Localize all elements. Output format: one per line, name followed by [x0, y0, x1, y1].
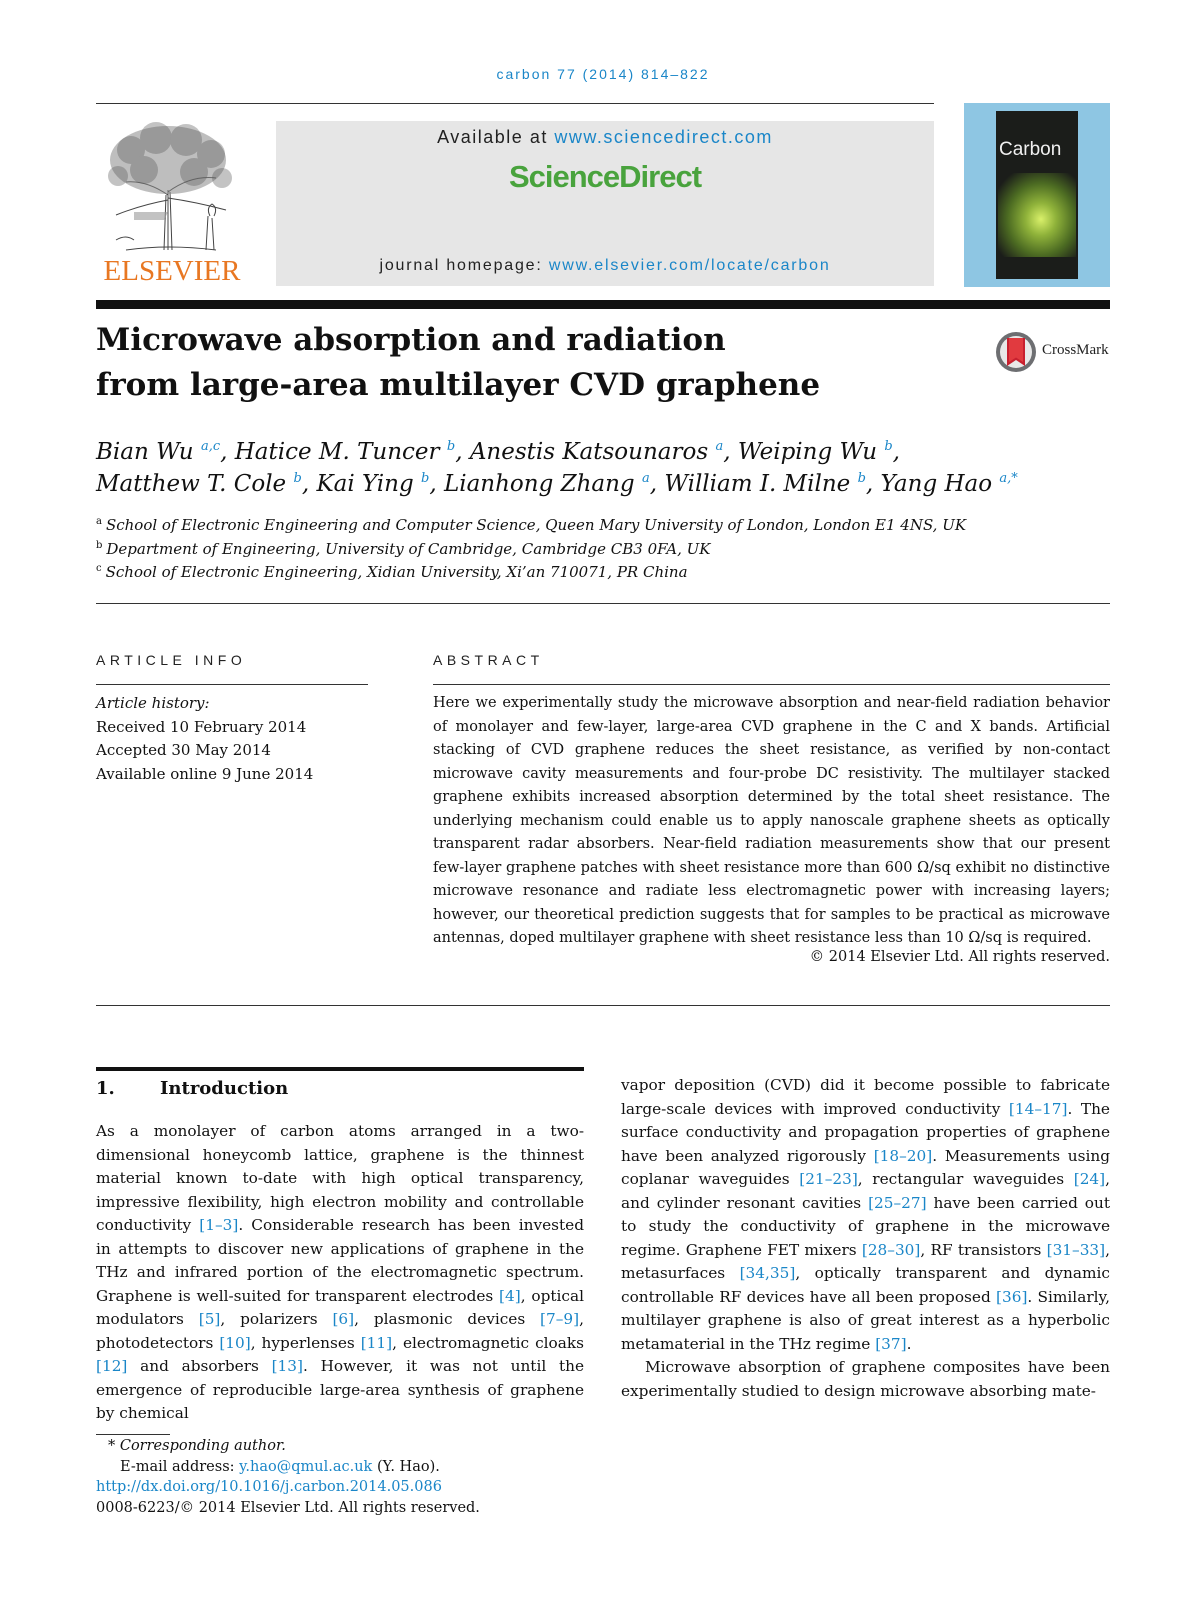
body-text: , hyperlenses	[250, 1333, 361, 1352]
title-line-1: Microwave absorption and radiation	[96, 322, 726, 358]
author: Matthew T. Cole $^b$	[96, 471, 302, 497]
affiliation: $^b$ Department of Engineering, University of Cambridge, Cambridge CB3 0FA, UK	[96, 539, 711, 558]
body-text: .	[906, 1334, 912, 1353]
abstract-copyright: © 2014 Elsevier Ltd. All rights reserved.	[809, 949, 1110, 965]
affiliations	[96, 514, 1106, 585]
crossmark-label: CrossMark	[1042, 342, 1109, 358]
author-list: Bian Wu $^{a,c}$, Hatice M. Tuncer $^b$, Anestis Katsounaros $^a$, Weiping Wu $^b$, Matthew T. Cole $^b$, Kai Ying $^b$, Lianhong Zhang $^a$, William I. Milne $^b$, Yang Hao $^{a,*}$	[96, 439, 1018, 497]
journal-homepage-link[interactable]: www.elsevier.com/locate/carbon	[548, 257, 831, 274]
available-at-line	[276, 127, 934, 148]
citation-link[interactable]: [37]	[875, 1334, 907, 1353]
citation-link[interactable]: [1–3]	[199, 1216, 239, 1234]
doi-link[interactable]: http://dx.doi.org/10.1016/j.carbon.2014.05.086	[96, 1479, 442, 1495]
body-text: . Measurements using coplanar waveguides	[621, 1146, 1110, 1188]
body-text: . Considerable research has been invested in attempts to discover new applications of graphene in the THz and infrared portion of the electromagnetic spectrum. Graphene is well-suited for transparent electrodes	[96, 1216, 584, 1305]
article-info-heading: ARTICLE INFO	[96, 652, 247, 668]
author: Weiping Wu $^b$	[737, 439, 893, 465]
citation-link[interactable]: [11]	[360, 1333, 393, 1352]
body-text: , electromagnetic cloaks	[392, 1333, 584, 1352]
citation-link[interactable]: [25–27]	[868, 1193, 927, 1212]
citation-link[interactable]: [13]	[271, 1357, 303, 1375]
crossmark-badge[interactable]	[994, 330, 1114, 374]
title-top-rule	[96, 300, 1110, 309]
email-line: E-mail address: y.hao@qmul.ac.uk (Y. Hao).	[120, 1458, 440, 1475]
article-history	[96, 692, 368, 786]
email-link[interactable]: y.hao@qmul.ac.uk	[239, 1458, 373, 1475]
citation-link[interactable]: [14–17]	[1008, 1099, 1068, 1118]
body-text: . However, it was not until the emergence of reproducible large-area synthesis of graphene by chemical	[96, 1357, 584, 1422]
header-rule	[96, 103, 934, 104]
body-text: , rectangular waveguides	[857, 1170, 1074, 1188]
body-text: , RF transistors	[920, 1240, 1047, 1259]
citation-link[interactable]: [7–9]	[540, 1310, 580, 1328]
tree-of-knowledge-icon	[96, 120, 248, 252]
abstract-rule	[433, 684, 1110, 685]
body-text: . The surface conductivity and propagation properties of graphene have been analyzed rigorously	[621, 1099, 1110, 1165]
corresponding-author-note: * Corresponding author.	[108, 1438, 286, 1454]
author: Yang Hao $^{a,*}$	[880, 471, 1018, 497]
citation-link[interactable]: [24]	[1073, 1170, 1106, 1188]
article-info-rule	[96, 684, 368, 685]
citation-link[interactable]: [5]	[198, 1310, 221, 1328]
citation-link[interactable]: [6]	[332, 1310, 355, 1328]
body-text: , photodetectors	[96, 1310, 584, 1352]
available-prefix: Available at	[437, 127, 555, 147]
author: Kai Ying $^b$	[316, 471, 430, 497]
abstract-end-rule	[96, 1005, 1110, 1006]
footnote-rule	[96, 1434, 170, 1435]
article-title	[96, 318, 896, 408]
title-line-2: from large-area multilayer CVD graphene	[96, 367, 821, 403]
intro-paragraph	[621, 1074, 1110, 1356]
online-date: Available online 9 June 2014	[96, 764, 314, 783]
body-text: and absorbers	[127, 1357, 272, 1375]
issn-copyright: 0008-6223/© 2014 Elsevier Ltd. All rights reserved.	[96, 1499, 480, 1516]
intro-paragraph: Microwave absorption of graphene composites have been experimentally studied to design microwave absorbing mate-	[621, 1358, 1110, 1400]
accepted-date: Accepted 30 May 2014	[96, 741, 271, 759]
sciencedirect-link[interactable]: www.sciencedirect.com	[554, 127, 773, 147]
affiliation-rule	[96, 603, 1110, 604]
sciencedirect-banner	[276, 121, 934, 286]
journal-cover-title: Carbon	[999, 139, 1062, 160]
elsevier-wordmark: ELSEVIER	[103, 255, 241, 287]
citation-link[interactable]: [18–20]	[873, 1146, 933, 1165]
intro-column-2	[621, 1074, 1110, 1403]
received-date: Received 10 February 2014	[96, 717, 307, 736]
citation-link[interactable]: [12]	[96, 1357, 128, 1375]
affiliation: $^c$ School of Electronic Engineering, Xidian University, Xi’an 710071, PR China	[96, 563, 688, 581]
section-number: 1.	[96, 1078, 115, 1099]
citation-link[interactable]: [31–33]	[1046, 1240, 1106, 1259]
body-text: , plasmonic devices	[354, 1310, 541, 1328]
intro-column-1	[96, 1120, 584, 1426]
body-text: , optically transparent and dynamic controllable RF devices have all been proposed	[621, 1264, 1110, 1306]
journal-cover	[964, 103, 1110, 287]
journal-homepage-line	[276, 257, 934, 275]
footnotes	[96, 1436, 796, 1518]
body-text: , metasurfaces	[621, 1240, 1110, 1282]
author: William I. Milne $^b$	[664, 471, 866, 497]
citation-link[interactable]: [21–23]	[799, 1170, 858, 1188]
body-text: , polarizers	[220, 1310, 333, 1328]
running-head: carbon 77 (2014) 814–822	[496, 66, 710, 82]
crossmark-icon	[994, 330, 1038, 374]
citation-link[interactable]: [28–30]	[861, 1240, 921, 1259]
body-text: vapor deposition (CVD) did it become possible to fabricate large-scale devices with improved conductivity	[621, 1076, 1110, 1118]
body-text: . Similarly, multilayer graphene is also of great interest as a hyperbolic metamaterial in the THz regime	[621, 1287, 1110, 1353]
sciencedirect-brand: ScienceDirect	[508, 159, 702, 194]
homepage-prefix: journal homepage:	[379, 257, 549, 274]
citation-link[interactable]: [10]	[219, 1333, 251, 1352]
body-text: have been carried out to study the conductivity of graphene in the microwave regime. Graphene FET mixers	[621, 1193, 1111, 1259]
abstract-text: Here we experimentally study the microwave absorption and near-field radiation behavior of monolayer and few-layer, large-area CVD graphene in the C and X bands. Artificial stacking of CVD graphene reduces the sheet resistance, as verified by non-contact microwave cavity measurements and four-probe DC resistivity. The multilayer stacked graphene exhibits increased absorption determined by the total sheet resistance. The underlying mechanism could enable us to apply nanoscale graphene sheets as optically transparent radar absorbers. Near-field radiation measurements show that our present few-layer graphene patches with sheet resistance more than 600 Ω/sq exhibit no distinctive microwave resonance and radiate less electromagnetic power with increasing layers; however, our theoretical prediction suggests that for samples to be practical as microwave antennas, doped multilayer graphene with sheet resistance less than 10 Ω/sq is required.	[433, 695, 1110, 946]
intro-heading	[96, 1078, 288, 1099]
body-text: , optical modulators	[96, 1286, 584, 1328]
body-text: , and cylinder resonant cavities	[621, 1170, 1111, 1212]
section-title: Introduction	[160, 1078, 289, 1099]
journal-cover-panel	[996, 111, 1078, 279]
elsevier-logo	[96, 120, 248, 288]
intro-rule	[96, 1067, 584, 1071]
cover-graphic	[998, 173, 1076, 257]
citation-link[interactable]: [34,35]	[739, 1264, 796, 1282]
author: Hatice M. Tuncer $^b$	[234, 439, 456, 465]
body-text: As a monolayer of carbon atoms arranged in a two-dimensional honeycomb lattice, graphene is the thinnest material known to-date with high optical transparency, impressive flexibility, high electron mobility and controllable conductivity	[96, 1122, 584, 1234]
author: Anestis Katsounaros $^a$	[469, 439, 724, 465]
citation-link[interactable]: [36]	[996, 1287, 1028, 1306]
citation-link[interactable]: [4]	[499, 1286, 521, 1305]
history-label: Article history:	[96, 694, 210, 712]
affiliation: $^a$ School of Electronic Engineering and Computer Science, Queen Mary University of London, London E1 4NS, UK	[96, 516, 967, 534]
author: Lianhong Zhang $^a$	[443, 471, 650, 497]
abstract-heading: ABSTRACT	[433, 652, 544, 668]
author: Bian Wu $^{a,c}$	[96, 439, 221, 465]
